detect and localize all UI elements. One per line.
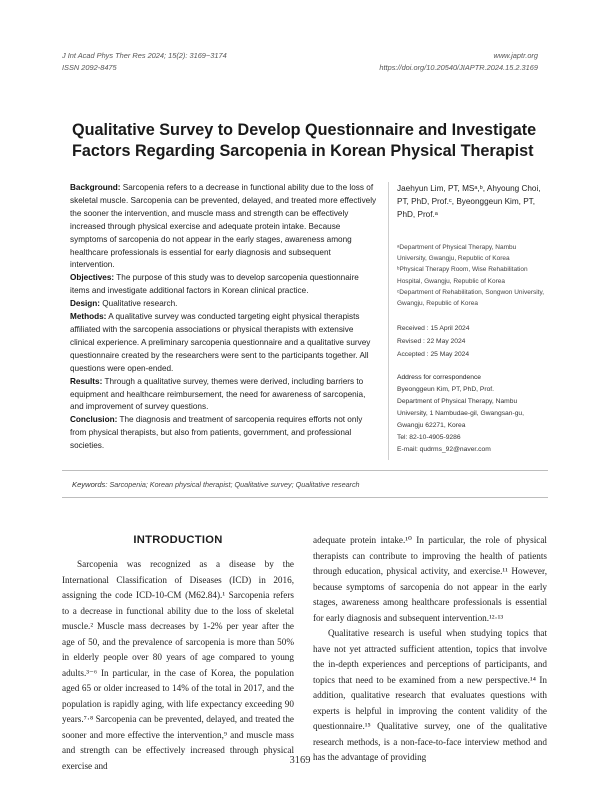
revised-date: Revised : 22 May 2024 [397,338,466,346]
journal-issn: ISSN 2092-8475 [62,63,117,72]
affiliations [397,242,547,309]
abstract-design [70,298,377,311]
design-label: Design: [70,299,101,309]
background-label: Background: [70,183,121,192]
affiliation-b: ᵇPhysical Therapy Room, Wise Rehabilitation Hospital, Gwangju, Republic of Korea [397,266,528,285]
page-number: 3169 [289,755,311,766]
column-divider [388,182,389,460]
design-text: Qualitative research. [100,299,178,309]
correspondence-address: Department of Physical Therapy, Nambu University, 1 Nambudae-gil, Gwangsan-gu, Gwangju 62271, Korea [397,397,524,429]
methods-label: Methods: [70,312,107,322]
author-sidebar [397,182,547,456]
article-title: Qualitative Survey to Develop Questionnaire and Investigate Factors Regarding Sarcopenia in Korean Physical Therapist [72,121,537,160]
objectives-label: Objectives: [70,273,115,283]
abstract [70,182,377,453]
affiliation-c: ᶜDepartment of Rehabilitation, Songwon University, Gwangju, Republic of Korea [397,288,545,308]
keywords-label: Keywords: [72,480,108,489]
accepted-date: Accepted : 25 May 2024 [397,350,470,358]
correspondence-email[interactable]: E-mail: qudrms_92@naver.com [397,445,491,453]
correspondence-heading: Address for correspondence [397,373,482,381]
body-column-left [62,557,294,774]
results-text: Through a qualitative survey, themes were derived, including barriers to equipment and healthcare reimbursement, the need for awareness of sarcopenia, and improvement of survey questions. [70,376,366,412]
affiliation-a: ᵃDepartment of Physical Therapy, Nambu University, Gwangju, Republic of Korea [397,244,517,263]
intro-paragraph-1-continued: adequate protein intake.¹⁰ In particular, the role of physical therapists can contribute to improving the health of patients through education, physical activity, and exercise.¹¹ However, because symptoms of sarcopenia do not appear in the early stages, awareness among healthcare professionals is essential for early diagnosis and subsequent intervention.¹²·¹³ [313,535,547,623]
conclusion-label: Conclusion: [70,415,118,425]
doi-link[interactable]: https://doi.org/10.20540/JIAPTR.2024.15.2.3169 [379,63,538,72]
article-dates [397,323,547,361]
journal-citation: J Int Acad Phys Ther Res 2024; 15(2): 3169~3174 [62,51,227,60]
received-date: Received : 15 April 2024 [397,325,470,333]
section-heading-introduction: INTRODUCTION [133,534,223,546]
abstract-conclusion [70,414,377,453]
correspondence-tel: Tel: 82-10-4905-9286 [397,433,461,441]
keywords-rule-top [62,470,548,471]
journal-header-right [379,50,538,74]
keywords-text: Sarcopenia; Korean physical therapist; Qualitative survey; Qualitative research [109,480,360,489]
body-column-right [313,533,547,766]
background-text: Sarcopenia refers to a decrease in functional ability due to the loss of skeletal muscle. Sarcopenia can be prevented, delayed, and treated more effectively the sooner the intervention, and muscle mass and strength can be effectively increased through physical exercise and adequate protein intake. Because symptoms of sarcopenia do not appear in the early stages, awareness among healthcare professionals is essential for early diagnosis and subsequent intervention. [70,183,377,270]
abstract-methods [70,311,377,376]
methods-text: A qualitative survey was conducted targeting eight physical therapists affiliated with the sarcopenia associations or physical therapists with extensive clinical experience. A preliminary sarcopenia questionnaire and a qualitative survey questionnaire created by the researchers were sent to the participants together. All questions were open-ended. [70,312,371,373]
results-label: Results: [70,376,103,386]
intro-paragraph-1: Sarcopenia was recognized as a disease by the International Classification of Diseases (ICD) in 2016, assigning the code ICD-10-CM (M62.84).¹ Sarcopenia refers to a decrease in functional ability due to the loss of skeletal muscle.² Muscle mass decreases by 1-2% per year after the age of 50, and the prevalence of sarcopenia is more than 50% in elderly people over 80 years of age compared to young adults.³⁻⁶ In particular, in the case of Korea, the population aged 65 or older increased to 14% of the total in 2017, and the population is rapidly aging, with life expectancy exceeding 90 years.⁷·⁸ Sarcopenia can be prevented, delayed, and treated the sooner and more effective the intervention,⁹ and muscle mass and strength can be effectively increased through physical exercise and [62,559,294,771]
keywords [72,480,360,489]
journal-header-left [62,50,227,74]
abstract-results [70,376,377,415]
correspondence [397,372,547,456]
keywords-rule-bottom [62,497,548,498]
objectives-text: The purpose of this study was to develop sarcopenia questionnaire items and investigate additional factors in Korean clinical practice. [70,273,359,296]
abstract-background [70,182,377,272]
intro-paragraph-2: Qualitative research is useful when studying topics that have not yet attracted sufficient attention, topics that involve the in-depth experiences and perceptions of participants, and topics that need to be examined from a new perspective.¹⁴ In addition, qualitative research that evaluates questions with experts is helpful in improving the content validity of the questionnaire.¹⁵ Qualitative survey, one of the qualitative research methods, is a non-face-to-face interview method and has the advantage of providing [313,628,547,762]
correspondence-name: Byeonggeun Kim, PT, PhD, Prof. [397,385,495,393]
journal-url-link[interactable]: www.japtr.org [493,51,538,60]
abstract-objectives [70,272,377,298]
conclusion-text: The diagnosis and treatment of sarcopenia requires efforts not only from physical therapists, but also from patients, government, and professional societies. [70,415,363,451]
author-list: Jaehyun Lim, PT, MSᵃ,ᵇ, Ahyoung Choi, PT, PhD, Prof.ᶜ, Byeonggeun Kim, PT, PhD, Prof.ᵃ [397,184,541,219]
